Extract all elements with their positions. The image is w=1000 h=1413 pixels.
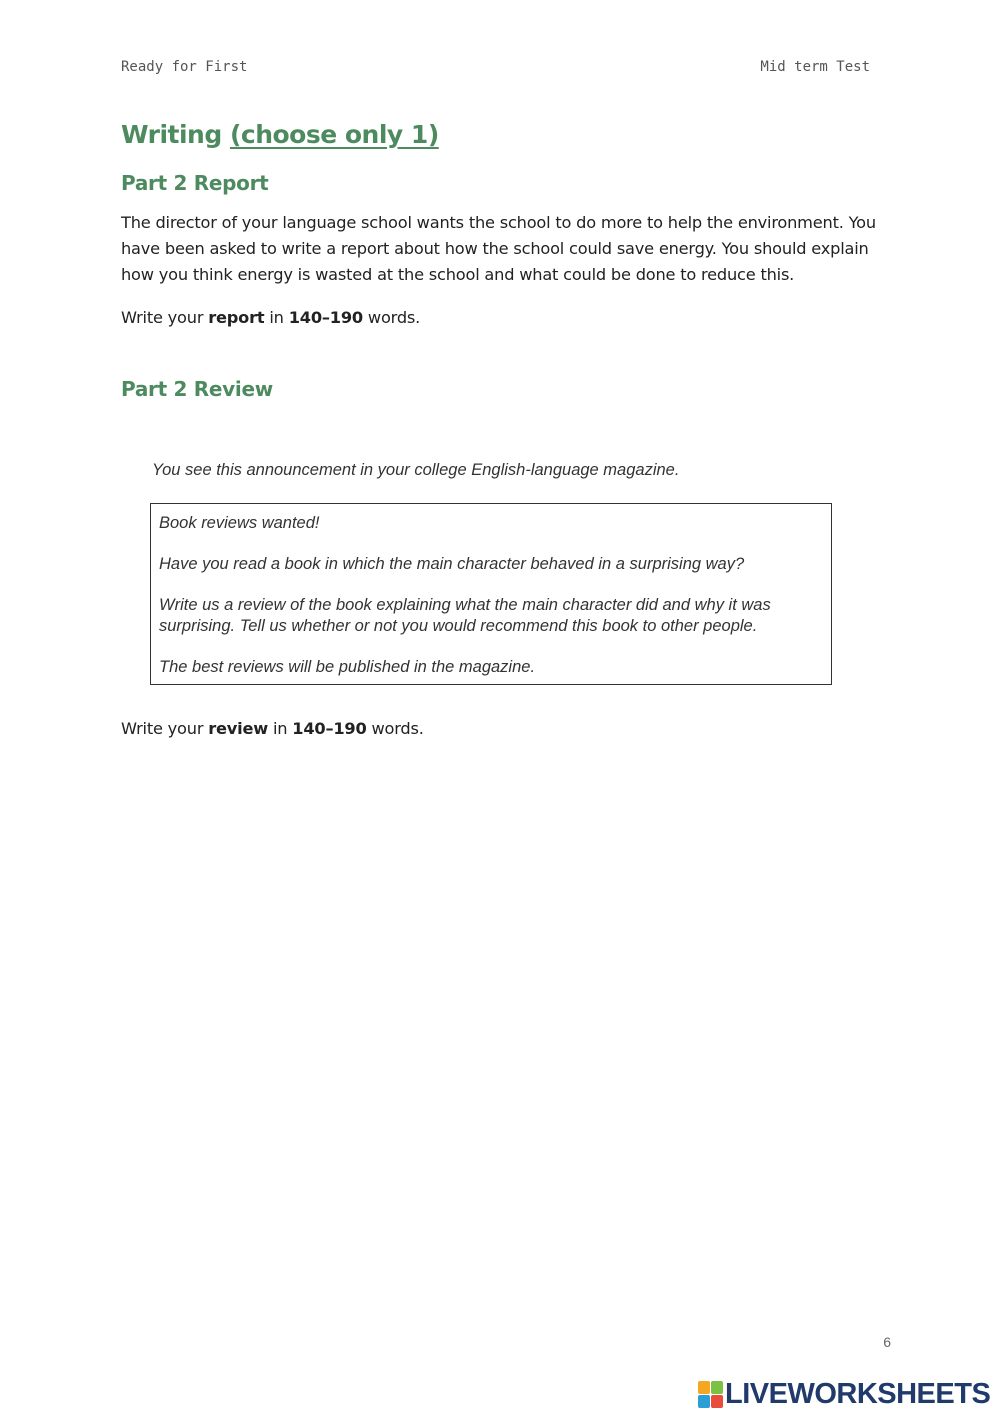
report-prompt: The director of your language school wants the school to do more to help the environment. You have been asked to write a report about how the school could save energy. You should explain how you think energy is wasted at the school and what could be done to reduce this. <box>121 213 876 284</box>
review-intro: You see this announcement in your college English-language magazine. <box>152 461 680 479</box>
instr-before: Write your <box>121 719 209 738</box>
report-instruction <box>121 305 876 331</box>
brand-logo[interactable] <box>698 1379 990 1409</box>
announcement-line: The best reviews will be published in the magazine. <box>159 658 536 676</box>
announcement-line: Write us a review of the book explaining what the main character did and why it was surprising. Tell us whether or not you would recommend this book to other people. <box>159 596 771 635</box>
instr-range: 140–190 <box>288 308 363 327</box>
header-right: Mid term Test <box>760 59 870 75</box>
instr-range: 140–190 <box>292 719 367 738</box>
logo-square <box>711 1395 723 1408</box>
logo-square <box>698 1395 710 1408</box>
instr-after: words. <box>362 308 421 327</box>
announcement-box <box>150 503 832 685</box>
brand-name: LIVEWORKSHEETS <box>725 1377 991 1410</box>
instr-task: review <box>208 719 269 738</box>
logo-square <box>698 1381 710 1394</box>
header-left: Ready for First <box>121 59 248 75</box>
instr-middle: in <box>264 308 289 327</box>
logo-square <box>711 1381 723 1394</box>
review-instruction <box>121 716 876 742</box>
liveworksheets-logo-icon <box>698 1381 722 1407</box>
instr-task: report <box>208 308 265 327</box>
title-underlined: (choose only 1) <box>229 120 439 149</box>
page-number: 6 <box>883 1334 891 1350</box>
review-heading: Part 2 Review <box>121 377 273 401</box>
page-title <box>121 120 439 149</box>
instr-after: words. <box>366 719 424 738</box>
announcement-line: Book reviews wanted! <box>159 514 320 532</box>
report-heading: Part 2 Report <box>121 171 269 195</box>
instr-before: Write your <box>121 308 209 327</box>
title-prefix: Writing <box>121 120 230 149</box>
instr-middle: in <box>268 719 293 738</box>
announcement-line: Have you read a book in which the main character behaved in a surprising way? <box>159 555 745 573</box>
